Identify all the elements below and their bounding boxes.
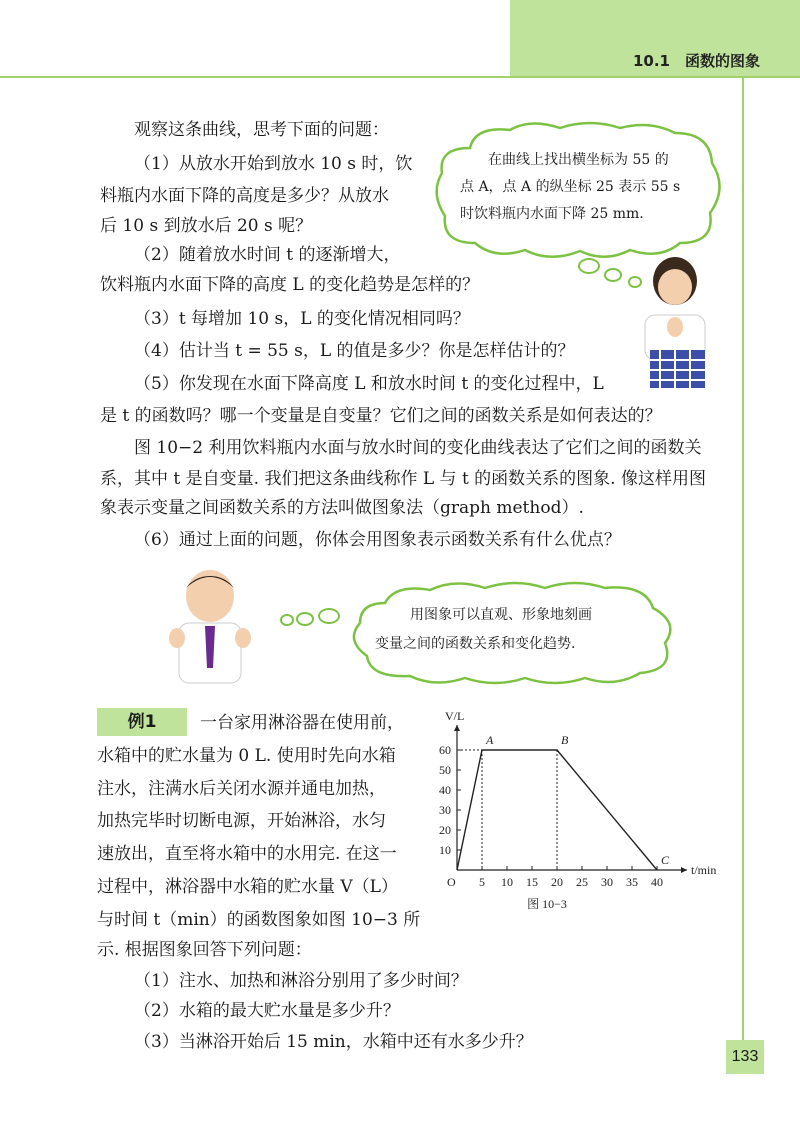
header-divider: [0, 76, 800, 78]
cloud-top-line: 时饮料瓶内水面下降 25 mm.: [460, 206, 644, 222]
body-line: （1）从放水开始到放水 10 s 时，饮: [134, 154, 413, 174]
example-line: 水箱中的贮水量为 0 L. 使用时先向水箱: [97, 746, 396, 766]
side-divider: [742, 76, 744, 1066]
body-line: （3）t 每增加 10 s，L 的变化情况相同吗？: [134, 309, 470, 329]
y-tick-label: 40: [439, 783, 451, 797]
body-line: 料瓶内水面下降的高度是多少？从放水: [100, 186, 389, 206]
thought-bubble: [318, 608, 340, 624]
example-line: 与时间 t（min）的函数图象如图 10−3 所: [97, 910, 421, 930]
example-line: （1）注水、加热和淋浴分别用了多少时间？: [134, 971, 468, 991]
x-axis-arrow: [681, 867, 687, 873]
example-line: 加热完毕时切断电源，开始淋浴，水匀: [97, 811, 386, 831]
body-line: 象表示变量之间函数关系的方法叫做图象法（graph method）.: [100, 498, 584, 518]
y-axis-arrow: [454, 725, 460, 731]
page-number: 133: [726, 1040, 764, 1074]
thought-bubble: [280, 614, 294, 626]
example-line: 示. 根据图象回答下列问题：: [97, 940, 312, 960]
body-line: （5）你发现在水面下降高度 L 和放水时间 t 的变化过程中，L: [134, 374, 604, 394]
x-tick-label: 10: [501, 875, 513, 889]
y-tick-label: 60: [439, 743, 451, 757]
point-label: B: [561, 733, 569, 747]
x-axis-label: t/min: [691, 863, 717, 877]
x-tick-label: 25: [576, 875, 588, 889]
body-line: 图 10−2 利用饮料瓶内水面与放水时间的变化曲线表达了它们之间的函数关: [134, 438, 702, 458]
x-tick-label: 35: [626, 875, 638, 889]
body-line: 是 t 的函数吗？哪一个变量是自变量？它们之间的函数关系是如何表达的？: [100, 406, 662, 426]
thought-bubble: [604, 268, 622, 282]
example-line: 速放出，直至将水箱中的水用完. 在这一: [97, 844, 397, 864]
body-line: （6）通过上面的问题，你体会用图象表示函数关系有什么优点？: [134, 530, 621, 550]
x-tick-label: 5: [479, 875, 485, 889]
y-tick-label: 50: [439, 763, 451, 777]
section-title: 10.1 函数的图象: [632, 52, 760, 70]
thought-bubble: [296, 612, 314, 626]
body-line: （2）随着放水时间 t 的逐渐增大，: [134, 245, 401, 265]
body-line: 观察这条曲线，思考下面的问题：: [134, 120, 389, 140]
y-tick-label: 20: [439, 823, 451, 837]
cloud-top-line: 点 A，点 A 的纵坐标 25 表示 55 s: [460, 179, 681, 195]
example-line: 注水，注满水后关闭水源并通电加热，: [97, 779, 386, 799]
body-line: 饮料瓶内水面下降的高度 L 的变化趋势是怎样的？: [100, 275, 480, 295]
y-axis-label: V/L: [445, 710, 465, 723]
cloud-bottom-line: 用图象可以直观、形象地刻画: [410, 607, 592, 623]
thought-bubble: [578, 258, 600, 274]
chart-caption: 图 10−3: [527, 897, 567, 910]
x-tick-label: 40: [651, 875, 663, 889]
example-line: 一台家用淋浴器在使用前，: [200, 713, 404, 733]
x-tick-label: 20: [551, 875, 563, 889]
body-line: 系，其中 t 是自变量. 我们把这条曲线称作 L 与 t 的函数关系的图象. 像这样用图: [100, 469, 706, 489]
point-label: A: [486, 733, 494, 747]
origin-label: O: [447, 875, 456, 889]
boy-illustration: [165, 568, 255, 688]
y-tick-label: 10: [439, 843, 451, 857]
x-tick-label: 15: [526, 875, 538, 889]
girl-illustration: [630, 255, 720, 390]
header-bar: [510, 0, 800, 76]
example-label: 例1: [97, 708, 187, 736]
x-tick-label: 30: [601, 875, 613, 889]
body-line: （4）估计当 t = 55 s，L 的值是多少？你是怎样估计的？: [134, 341, 575, 361]
cloud-bottom-line: 变量之间的函数关系和变化趋势.: [375, 636, 576, 652]
cloud-top-line: 在曲线上找出横坐标为 55 的: [488, 152, 669, 168]
body-line: 后 10 s 到放水后 20 s 呢？: [100, 216, 313, 236]
example-line: 过程中，淋浴器中水箱的贮水量 V（L）: [97, 877, 398, 897]
point-label: C: [661, 853, 670, 867]
example-line: （2）水箱的最大贮水量是多少升？: [134, 1001, 400, 1021]
example-line: （3）当淋浴开始后 15 min，水箱中还有水多少升？: [134, 1032, 533, 1052]
y-tick-label: 30: [439, 803, 451, 817]
function-graph-chart: [430, 710, 730, 910]
